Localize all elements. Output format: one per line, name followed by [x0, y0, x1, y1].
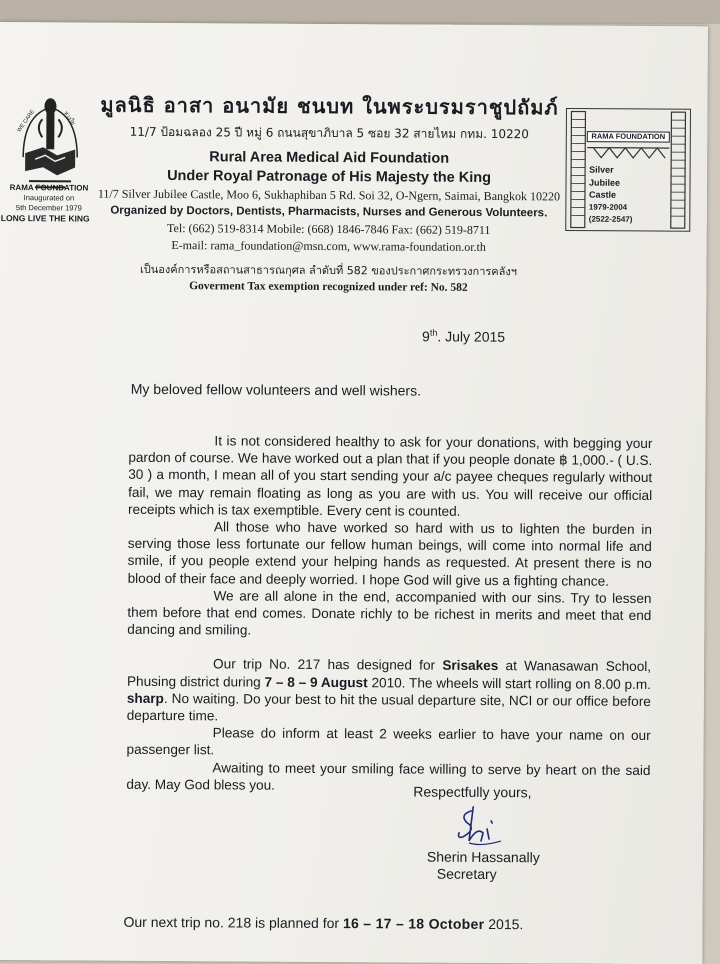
- slogan: LONG LIVE THE KING: [0, 213, 90, 224]
- trip-dates: 7 – 8 – 9 August: [264, 674, 368, 690]
- next-trip-text-b: 2015.: [484, 915, 524, 933]
- emblem-arc-text-right: ห่วงใย: [62, 110, 76, 127]
- date-day: 9: [422, 328, 430, 345]
- thai-address: 11/7 ป้อมฉลอง 25 ปี หมู่ 6 ถนนสุขาภิบาล 5 ซอย 32 สายไหม กทม. 10220: [129, 124, 529, 142]
- trip-text-a: Our trip No. 217 has designed for: [213, 656, 443, 674]
- email-website: E-mail: rama_foundation@msn.com, www.rama-foundation.or.th: [171, 238, 486, 254]
- salutation: My beloved fellow volunteers and well wishers.: [130, 380, 422, 399]
- paragraph-sins: We are all alone in the end, accompanied with our sins. Try to lessen them before that end comes. Donate richly to be richest in merits and meet that end dancing and smiling.: [127, 588, 652, 638]
- trip-text-b: at Wanasawan School, Phusing district during: [126, 658, 652, 690]
- letter-date: [422, 328, 505, 345]
- letter-body: [126, 432, 652, 796]
- trip-text-d: . No waiting. Do your best to hit the usual departure site, NCI or our office before departure time.: [126, 690, 651, 724]
- signer-block: [427, 849, 540, 884]
- thai-org-title: มูลนิธิ อาสา อนามัย ชนบท ในพระบรมราชูปถัมภ์: [100, 92, 559, 120]
- tax-exemption-notice: Goverment Tax exemption recognized under ref: No. 582: [189, 280, 468, 294]
- trip-sharp: sharp: [126, 690, 164, 706]
- royal-patronage: Under Royal Patronage of His Majesty the King: [167, 168, 492, 187]
- trip-text-c: 2010. The wheels will start rolling on 8.00 p.m.: [367, 674, 652, 692]
- letter-paper: [0, 22, 708, 964]
- next-trip-text-a: Our next trip no. 218 is planned for: [123, 913, 344, 932]
- date-suffix: th: [429, 327, 438, 338]
- date-month-year: . July 2015: [437, 328, 506, 345]
- contact-numbers: Tel: (662) 519-8314 Mobile: (668) 1846-7846 Fax: (662) 519-8711: [167, 221, 491, 237]
- signer-name: Sherin Hassanally: [426, 848, 540, 866]
- castle-banner-text: RAMA FOUNDATION: [591, 131, 666, 142]
- left-logo-caption: [0, 183, 99, 224]
- castle-line-1: Silver: [589, 164, 614, 175]
- inaugurated-date: 5th December 1979: [15, 203, 82, 213]
- organized-by: Organized by Doctors, Dentists, Pharmacists, Nurses and Generous Volunteers.: [110, 204, 548, 220]
- paragraph-inform: Please do inform at least 2 weeks earlier to have your name on our passenger list.: [126, 725, 651, 758]
- paragraph-trip: [127, 655, 651, 727]
- rama-foundation-emblem: [15, 97, 86, 193]
- org-name: Rural Area Medical Aid Foundation: [209, 149, 450, 167]
- letterhead: [93, 89, 564, 297]
- paragraph-bless: Awaiting to meet your smiling face willing to serve by heart on the said day. May God bless you.: [126, 759, 651, 793]
- thai-tax-notice: เป็นองค์การหรือสถานสาธารณกุศล ลำดับที่ 582 ของประกาศกระทรวงการคลังฯ: [139, 262, 517, 279]
- castle-line-2: Jubilee: [589, 177, 621, 188]
- foundation-name-label: RAMA FOUNDATION: [9, 183, 89, 193]
- paragraph-donation: It is not considered healthy to ask for your donations, with begging your pardon of course. We have worked out a plan that if you people donate ฿ 1,000.- ( U.S. 30 ) a month, I mean all of you start sending your a/c payee cheques regularly without fail, we may remain floating as long as you are with us. You will receive our official receipts which is tax exemptible. Every cent is counted.: [127, 433, 653, 519]
- next-trip-note: [123, 914, 523, 932]
- castle-years-thai: (2522-2547): [588, 214, 633, 224]
- emblem-arc-text-left: WE CARE: [16, 108, 37, 134]
- closing: Respectfully yours,: [413, 783, 532, 801]
- castle-line-3: Castle: [588, 189, 617, 200]
- signer-title: Secretary: [436, 865, 497, 883]
- trip-place: Srisakes: [442, 658, 499, 674]
- next-trip-dates: 16 – 17 – 18 October: [342, 915, 485, 932]
- address: 11/7 Silver Jubilee Castle, Moo 6, Sukhaphiban 5 Rd. Soi 32, O-Ngern, Saimai, Bangkok 10220: [97, 186, 561, 204]
- handwritten-signature: [451, 803, 507, 847]
- inaugurated-label: Inaugurated on: [23, 193, 75, 203]
- castle-years: 1979-2004: [588, 202, 628, 212]
- paragraph-burden: All those who have worked so hard with us to lighten the burden in serving those less fortunate our fellow human beings, will come into normal life and smile, if you people extend your helping hands as requested. At present there is no blood of their face and deeply worried. I hope God will give us a fighting chance.: [127, 519, 652, 589]
- background-surface: [0, 0, 720, 24]
- castle-caption: [589, 164, 659, 227]
